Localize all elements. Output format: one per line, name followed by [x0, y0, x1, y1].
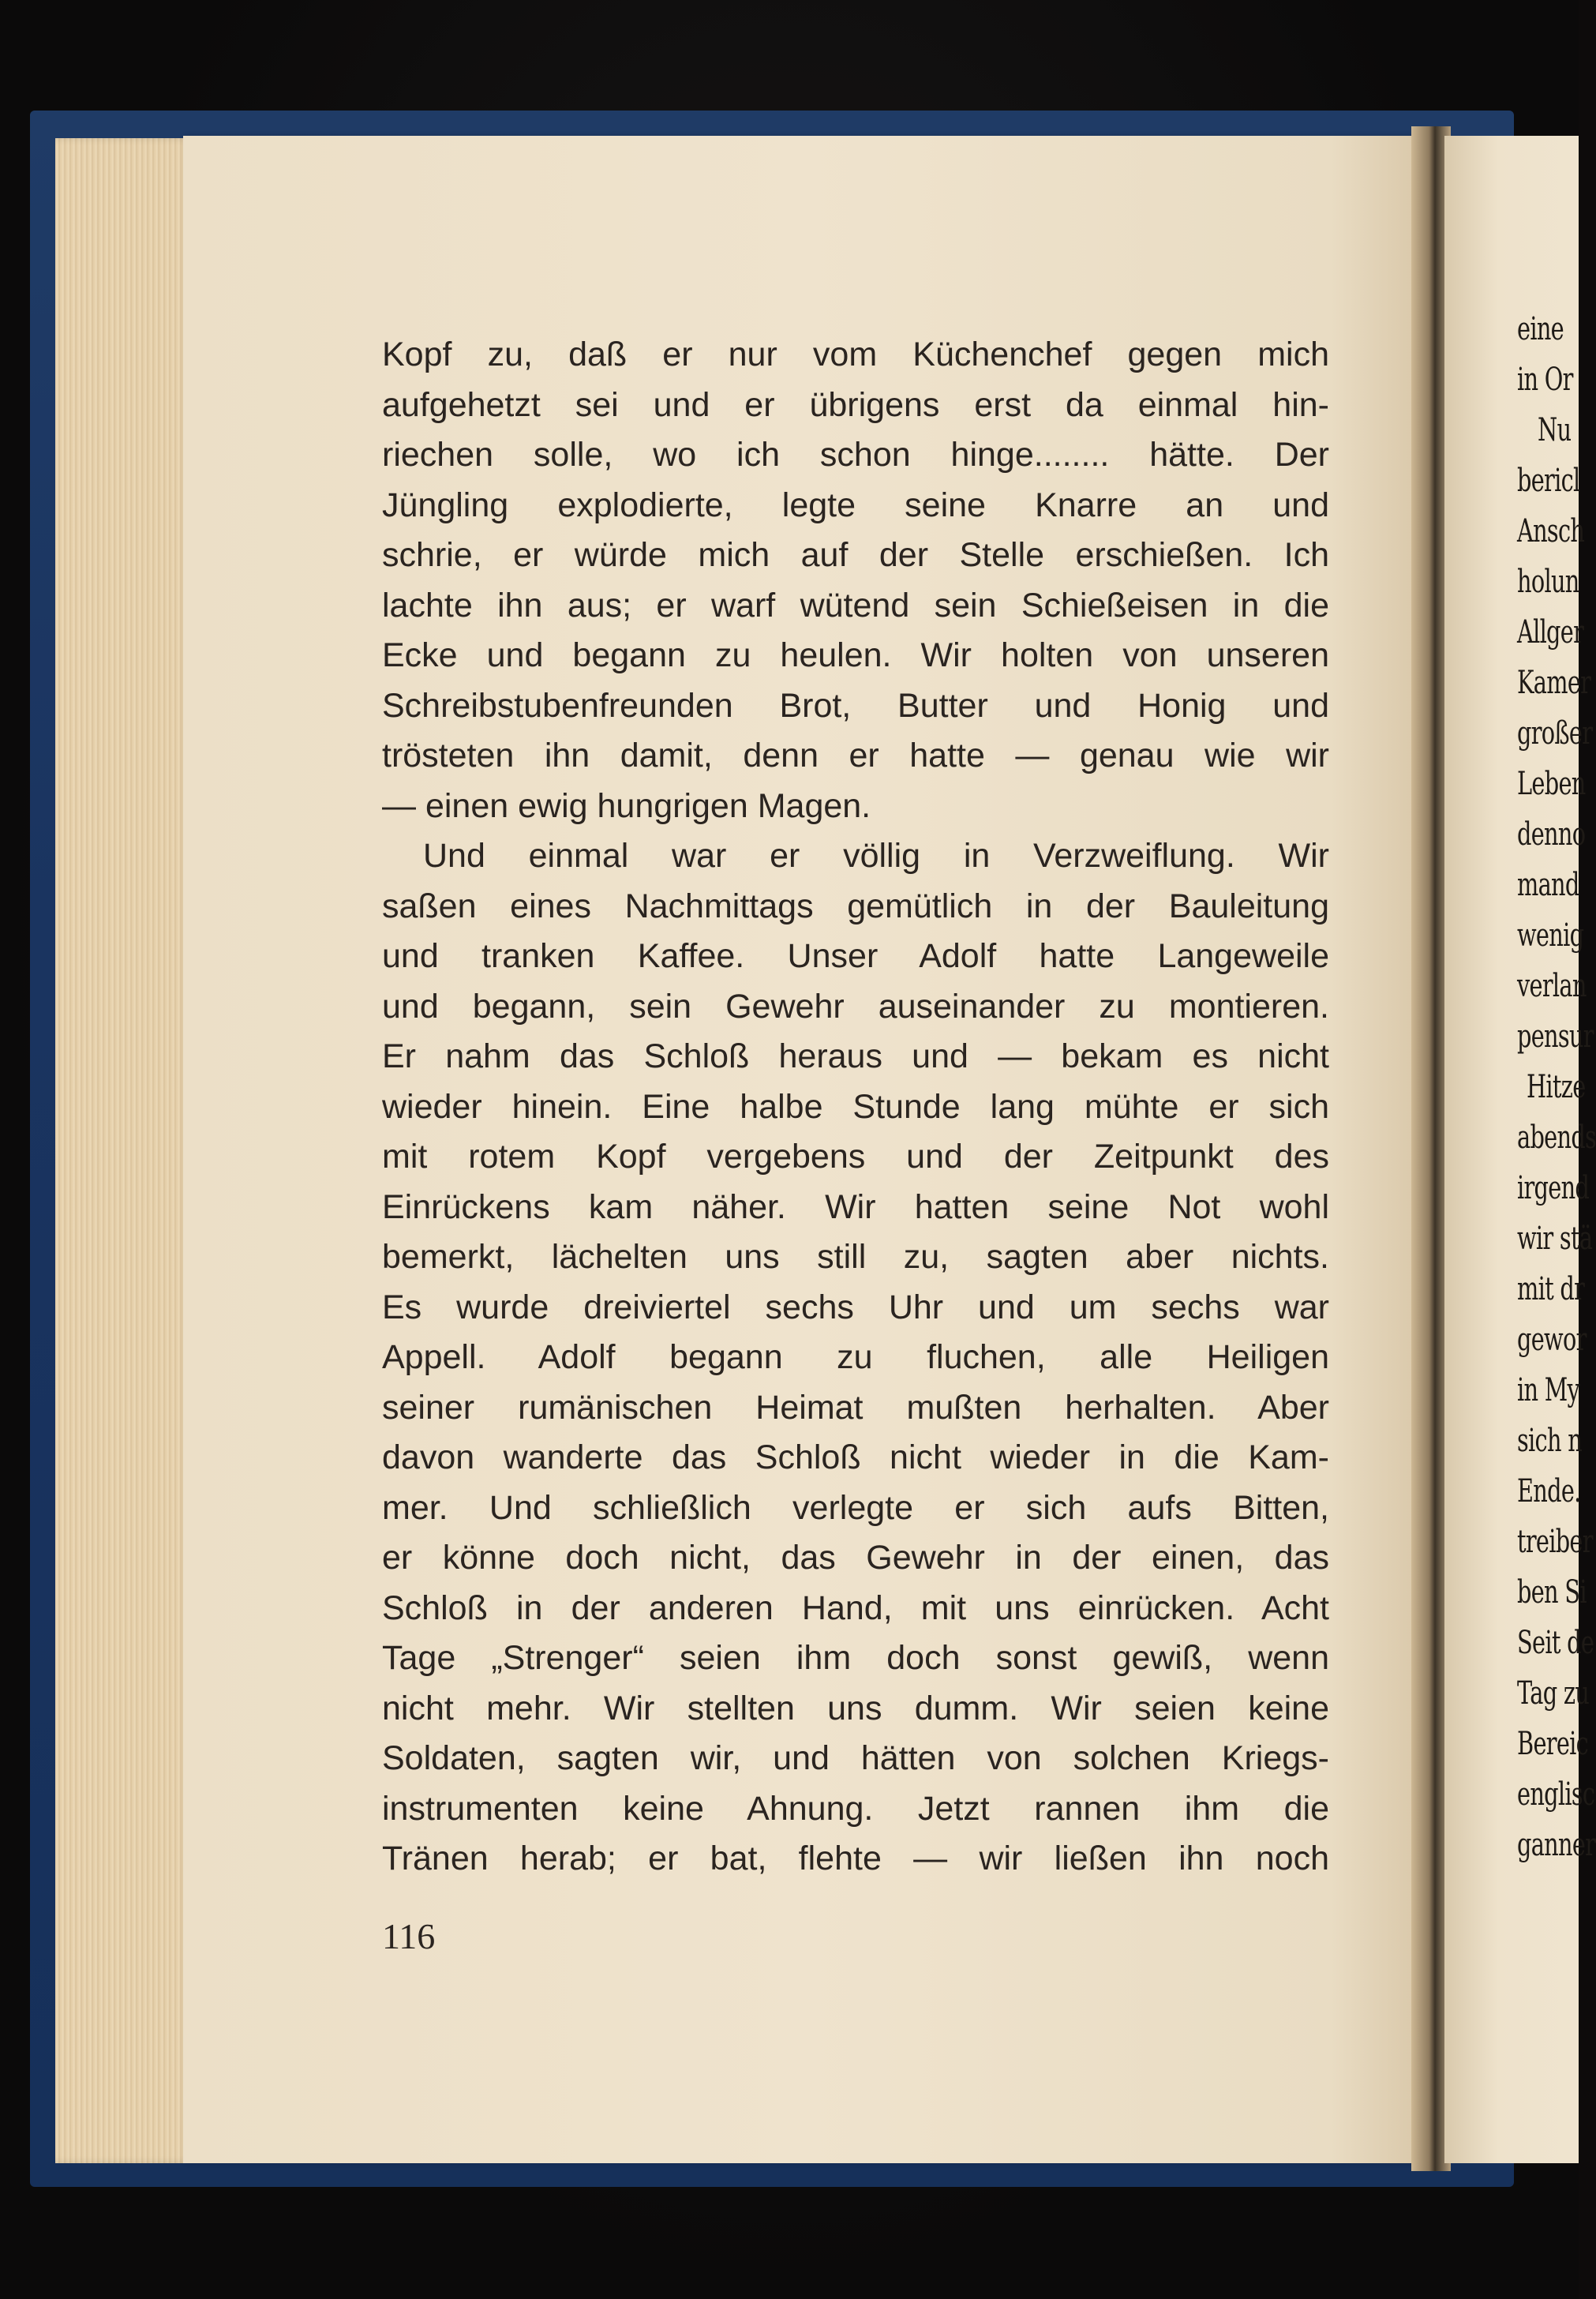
- facing-page-fragment: mit dr: [1517, 1271, 1585, 1307]
- text-line: Soldaten, sagten wir, und hätten von solchen Kriegs-: [382, 1739, 1329, 1777]
- page-number: 116: [382, 1916, 436, 1956]
- facing-page-fragment: Ansch: [1517, 513, 1585, 549]
- text-line: schrie, er würde mich auf der Stelle erschießen. Ich: [382, 536, 1329, 574]
- facing-page: [1444, 136, 1596, 2163]
- facing-page-fragment: bericl: [1517, 463, 1580, 499]
- facing-page-fragment: gewor: [1517, 1322, 1587, 1358]
- text-line: Tage „Strenger“ seien ihm doch sonst gewiß, wenn: [382, 1639, 1329, 1677]
- text-line: Tränen herab; er bat, flehte — wir ließen ihn noch: [382, 1840, 1329, 1877]
- facing-page-fragment: großer: [1517, 715, 1593, 752]
- facing-page-fragment: englisc: [1517, 1776, 1595, 1813]
- facing-page-fragment: sich n: [1517, 1423, 1583, 1459]
- facing-page-fragment: Kamer: [1517, 665, 1591, 701]
- facing-page-fragment: Ende.: [1517, 1473, 1581, 1510]
- text-line: Ecke und begann zu heulen. Wir holten von unseren: [382, 636, 1329, 674]
- text-line: seiner rumänischen Heimat mußten herhalten. Aber: [382, 1388, 1329, 1427]
- text-line: nicht mehr. Wir stellten uns dumm. Wir seien keine: [382, 1689, 1329, 1727]
- facing-page-fragment: wenig: [1517, 917, 1584, 954]
- text-line: mit rotem Kopf vergebens und der Zeitpunkt des: [382, 1138, 1329, 1176]
- text-line: Schreibstubenfreunden Brot, Butter und Honig und: [382, 686, 1329, 725]
- text-line: und tranken Kaffee. Unser Adolf hatte Langeweile: [382, 937, 1329, 975]
- facing-page-fragment: ben Si: [1517, 1574, 1587, 1611]
- facing-page-fragment: Bereic: [1517, 1726, 1589, 1762]
- text-line: instrumenten keine Ahnung. Jetzt rannen ihm die: [382, 1789, 1329, 1828]
- facing-page-fragment: treiber: [1517, 1524, 1593, 1560]
- text-line: Schloß in der anderen Hand, mit uns einrücken. Acht: [382, 1588, 1329, 1627]
- text-line: Und einmal war er völlig in Verzweiflung. Wir: [423, 837, 1329, 875]
- text-line: — einen ewig hungrigen Magen.: [382, 786, 871, 825]
- facing-page-fragment: Seit de: [1517, 1625, 1594, 1661]
- facing-page-fragment: Tag zu: [1517, 1675, 1590, 1712]
- facing-page-fragment: pensur: [1517, 1018, 1594, 1055]
- text-line: Jüngling explodierte, legte seine Knarre an und: [382, 486, 1329, 524]
- facing-page-fragment: abends: [1517, 1119, 1596, 1156]
- facing-page-fragment: ganner: [1517, 1827, 1596, 1863]
- facing-page-fragment: denno: [1517, 816, 1586, 853]
- text-line: trösteten ihn damit, denn er hatte — genau wie wir: [382, 737, 1329, 774]
- facing-page-fragment: Leben: [1517, 766, 1586, 802]
- facing-page-fragment: in My: [1517, 1372, 1580, 1408]
- text-line: Einrückens kam näher. Wir hatten seine Not wohl: [382, 1187, 1329, 1226]
- facing-page-fragment: in Or: [1517, 362, 1573, 398]
- text-line: riechen solle, wo ich schon hinge........ hätte. Der: [382, 436, 1329, 474]
- facing-page-fragment: Nu: [1538, 412, 1572, 448]
- text-line: wieder hinein. Eine halbe Stunde lang mühte er sich: [382, 1087, 1329, 1126]
- text-line: davon wanderte das Schloß nicht wieder in die Kam-: [382, 1438, 1329, 1476]
- text-line: bemerkt, lächelten uns still zu, sagten aber nichts.: [382, 1238, 1329, 1276]
- main-text-block: [382, 330, 1329, 1885]
- facing-page-fragment: Hitze: [1527, 1069, 1586, 1105]
- text-line: Kopf zu, daß er nur vom Küchenchef gegen mich: [382, 336, 1329, 373]
- text-line: Es wurde dreiviertel sechs Uhr und um sechs war: [382, 1288, 1329, 1326]
- text-line: Er nahm das Schloß heraus und — bekam es nicht: [382, 1037, 1329, 1075]
- text-line: und begann, sein Gewehr auseinander zu montieren.: [382, 987, 1329, 1026]
- text-line: saßen eines Nachmittags gemütlich in der Bauleitung: [382, 887, 1329, 925]
- facing-page-fragment: Allger: [1517, 614, 1584, 651]
- facing-page-fragment: verlan: [1517, 968, 1587, 1004]
- page-edges: [55, 138, 197, 2163]
- facing-page-fragment: irgend: [1517, 1170, 1590, 1206]
- text-line: aufgehetzt sei und er übrigens erst da einmal hin-: [382, 385, 1329, 424]
- text-line: mer. Und schließlich verlegte er sich aufs Bitten,: [382, 1488, 1329, 1527]
- text-line: er könne doch nicht, das Gewehr in der einen, das: [382, 1539, 1329, 1577]
- text-line: lachte ihn aus; er warf wütend sein Schießeisen in die: [382, 586, 1329, 624]
- facing-page-fragment: holun: [1517, 564, 1579, 600]
- facing-page-fragment: eine: [1517, 311, 1564, 347]
- facing-page-fragment: mand: [1517, 867, 1579, 903]
- facing-page-fragment: wir stä: [1517, 1221, 1593, 1257]
- text-line: Appell. Adolf begann zu fluchen, alle Heiligen: [382, 1338, 1329, 1376]
